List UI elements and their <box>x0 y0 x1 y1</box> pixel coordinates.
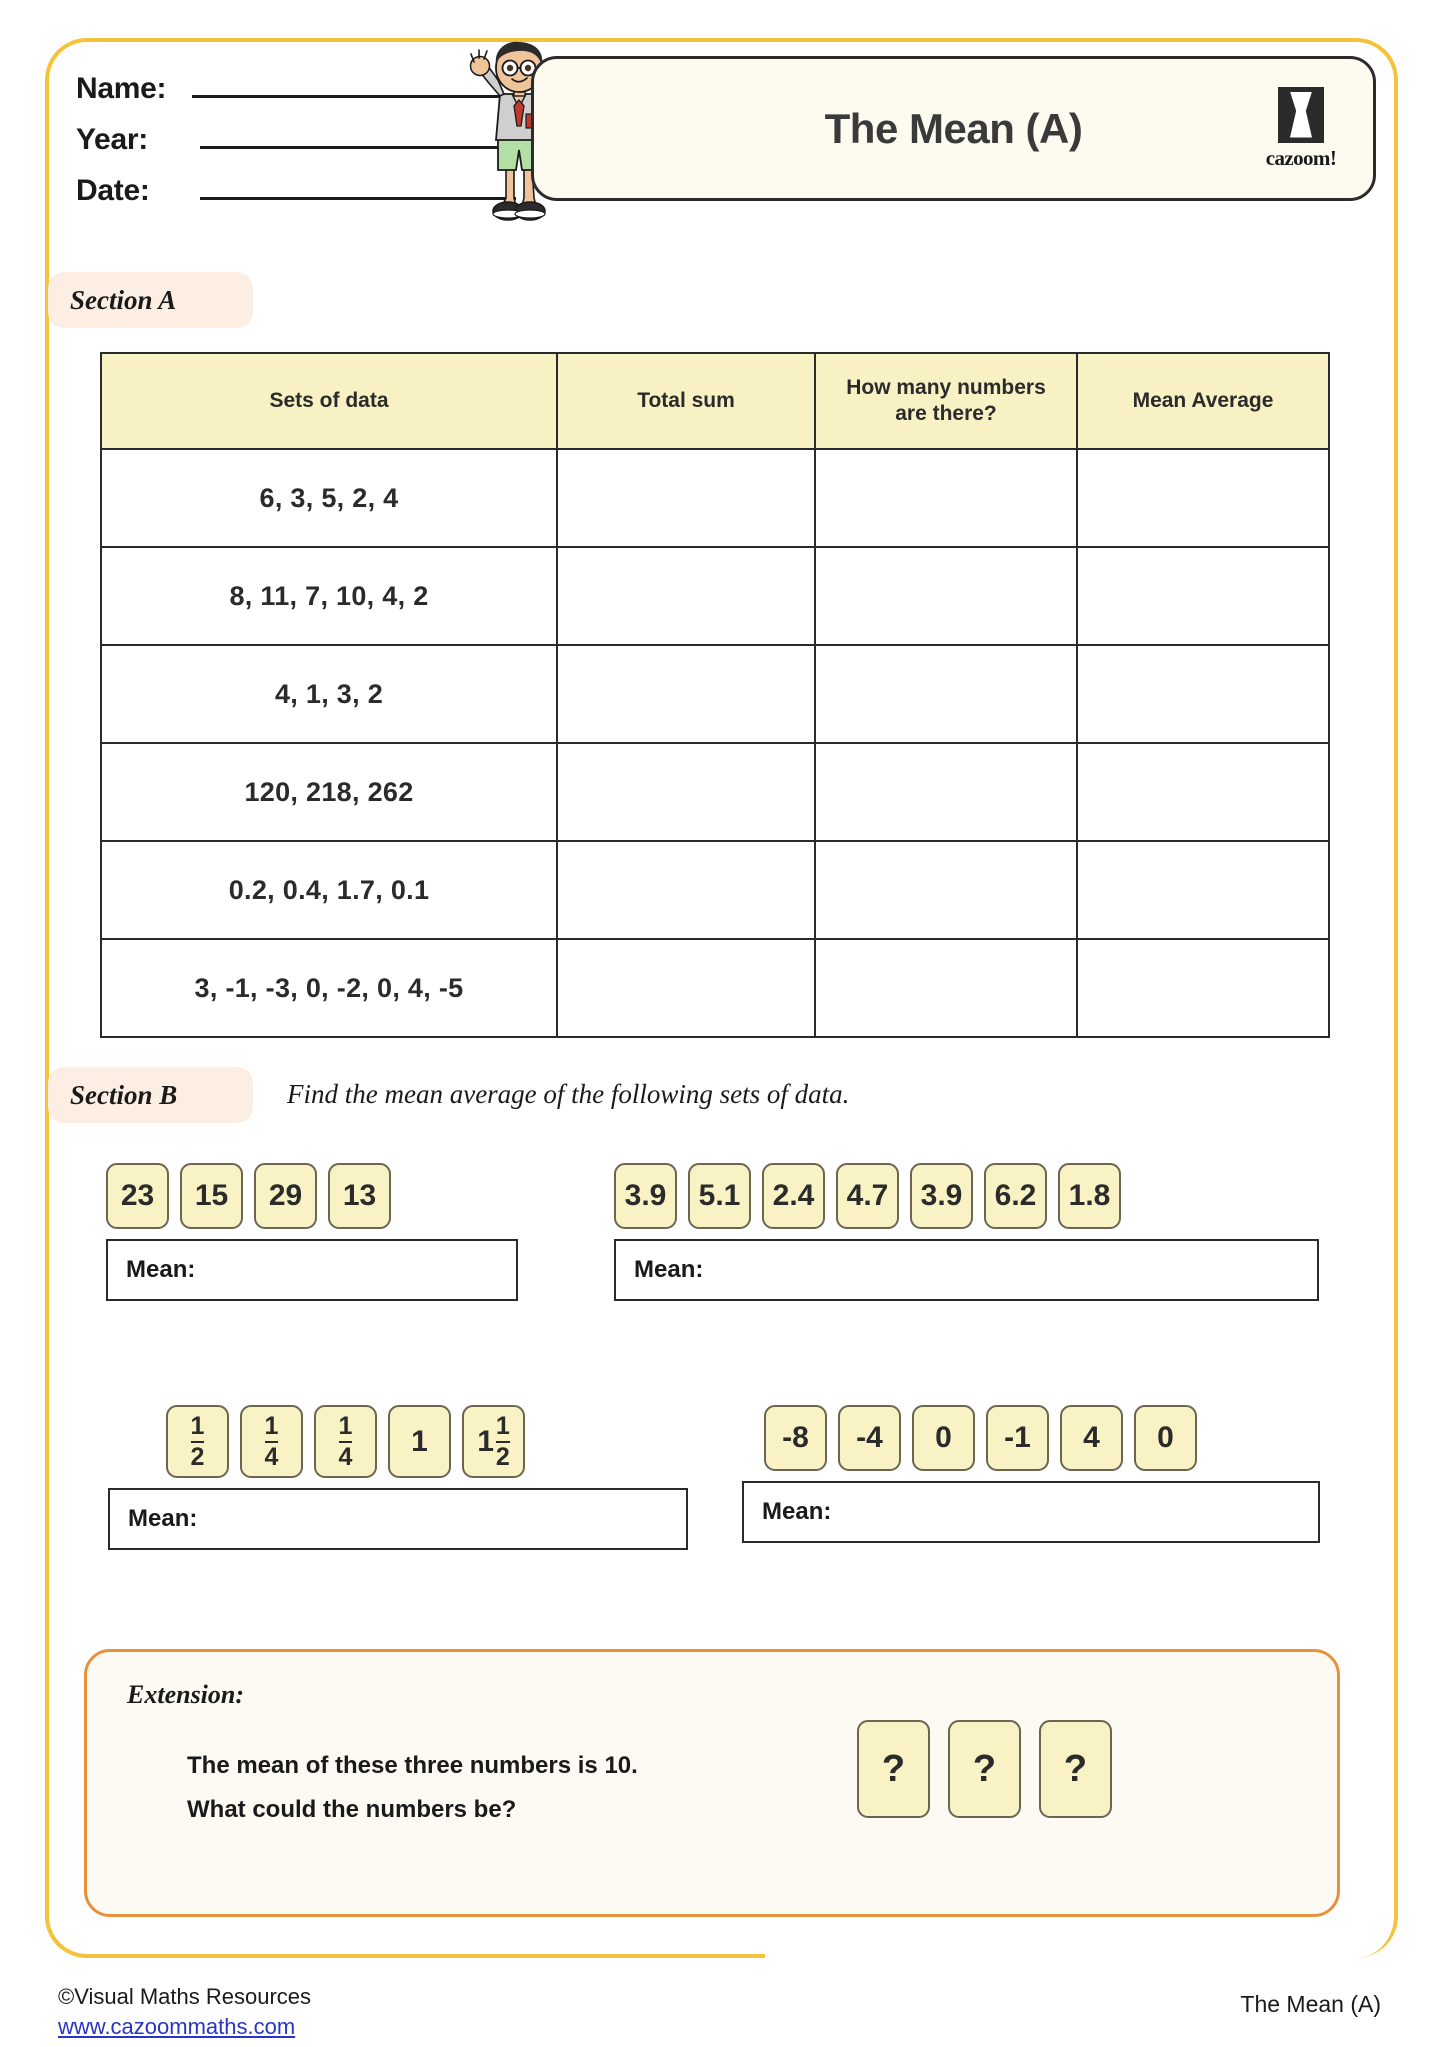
table-row <box>101 841 1329 939</box>
section-b-instruction: Find the mean average of the following sets of data. <box>287 1079 850 1109</box>
number-tile: 3.9 <box>910 1163 973 1229</box>
number-tiles-q2 <box>614 1163 1319 1229</box>
table-row <box>101 449 1329 547</box>
cell-mean-average-input[interactable] <box>1077 743 1329 841</box>
number-tile <box>166 1405 229 1478</box>
page-title: The Mean (A) <box>824 104 1083 152</box>
mean-answer-box-q4[interactable] <box>742 1481 1320 1543</box>
column-header-how-many-numbers <box>815 353 1077 449</box>
fraction-numerator: 1 <box>264 1411 279 1440</box>
number-tile: -8 <box>764 1405 827 1471</box>
fraction-denominator: 4 <box>338 1442 353 1471</box>
fraction-numerator: 1 <box>338 1411 353 1440</box>
logo-wordmark: cazoom! <box>1265 145 1337 170</box>
date-field-row <box>76 174 516 208</box>
mean-answer-box-q2[interactable] <box>614 1239 1319 1301</box>
worksheet-title-card <box>531 56 1376 201</box>
fraction <box>338 1411 353 1471</box>
column-header-total-sum: Total sum <box>557 353 815 449</box>
name-field-row <box>76 72 516 106</box>
fraction-denominator: 2 <box>190 1442 205 1471</box>
cell-set-of-data: 8, 11, 7, 10, 4, 2 <box>101 547 557 645</box>
cell-set-of-data: 4, 1, 3, 2 <box>101 645 557 743</box>
cell-how-many-input[interactable] <box>815 939 1077 1037</box>
cell-mean-average-input[interactable] <box>1077 939 1329 1037</box>
column-header-sets-of-data: Sets of data <box>101 353 557 449</box>
section-a-badge: Section A <box>48 272 253 328</box>
number-tile: 4.7 <box>836 1163 899 1229</box>
cell-mean-average-input[interactable] <box>1077 841 1329 939</box>
question-group-2 <box>614 1163 1319 1301</box>
year-label: Year: <box>76 123 148 156</box>
footer-left <box>58 1982 311 2041</box>
mean-label-q2: Mean: <box>634 1256 704 1283</box>
mean-label-q1: Mean: <box>126 1256 196 1283</box>
question-mark-tile: ? <box>857 1720 930 1818</box>
number-tile: 13 <box>328 1163 391 1229</box>
table-header-row <box>101 353 1329 449</box>
name-label: Name: <box>76 72 167 105</box>
question-mark-tile: ? <box>948 1720 1021 1818</box>
hourglass-icon <box>1278 87 1324 143</box>
cell-total-sum-input[interactable] <box>557 645 815 743</box>
mean-label-q4: Mean: <box>762 1498 832 1525</box>
number-tiles-q3 <box>166 1405 688 1478</box>
footer-worksheet-name: The Mean (A) <box>1240 1991 1381 2017</box>
fraction <box>190 1411 205 1471</box>
cell-set-of-data: 6, 3, 5, 2, 4 <box>101 449 557 547</box>
mixed-number <box>477 1411 510 1471</box>
cell-set-of-data: 0.2, 0.4, 1.7, 0.1 <box>101 841 557 939</box>
website-link[interactable]: www.cazoommaths.com <box>58 2013 296 2039</box>
number-tiles-q1 <box>106 1163 518 1229</box>
cell-mean-average-input[interactable] <box>1077 547 1329 645</box>
table-row <box>101 645 1329 743</box>
worksheet-header <box>76 72 1376 262</box>
copyright-text: ©Visual Maths Resources <box>58 1984 312 2009</box>
cell-how-many-input[interactable] <box>815 743 1077 841</box>
mean-answer-box-q3[interactable] <box>108 1488 688 1550</box>
extension-answer-tiles <box>857 1720 1112 1818</box>
mean-label-q3: Mean: <box>128 1505 198 1532</box>
number-tile: 1.8 <box>1058 1163 1121 1229</box>
cell-how-many-input[interactable] <box>815 449 1077 547</box>
number-tile: 2.4 <box>762 1163 825 1229</box>
cell-total-sum-input[interactable] <box>557 547 815 645</box>
cell-mean-average-input[interactable] <box>1077 449 1329 547</box>
student-info-fields <box>76 72 516 225</box>
number-tile: 5.1 <box>688 1163 751 1229</box>
question-group-4 <box>742 1405 1320 1543</box>
section-a-table <box>100 352 1330 1038</box>
table-row <box>101 939 1329 1037</box>
cell-total-sum-input[interactable] <box>557 743 815 841</box>
cell-how-many-input[interactable] <box>815 547 1077 645</box>
cell-mean-average-input[interactable] <box>1077 645 1329 743</box>
cell-set-of-data: 120, 218, 262 <box>101 743 557 841</box>
how-many-line-2: are there? <box>895 402 997 425</box>
number-tile: 1 <box>388 1405 451 1478</box>
extension-title: Extension: <box>127 1680 245 1709</box>
fraction <box>264 1411 279 1471</box>
table-row <box>101 547 1329 645</box>
extension-box <box>84 1649 1340 1917</box>
number-tile: 15 <box>180 1163 243 1229</box>
extension-line-1: The mean of these three numbers is 10. <box>187 1752 638 1779</box>
question-group-1 <box>106 1163 518 1301</box>
year-field-row <box>76 123 516 157</box>
number-tile: -1 <box>986 1405 1049 1471</box>
extension-question <box>187 1744 638 1833</box>
number-tile <box>462 1405 525 1478</box>
fraction-denominator: 2 <box>495 1442 510 1471</box>
cell-total-sum-input[interactable] <box>557 449 815 547</box>
fraction-numerator: 1 <box>190 1411 205 1440</box>
extension-line-2: What could the numbers be? <box>187 1796 517 1824</box>
cell-how-many-input[interactable] <box>815 841 1077 939</box>
number-tile: 0 <box>1134 1405 1197 1471</box>
fraction <box>495 1411 510 1471</box>
number-tile: 3.9 <box>614 1163 677 1229</box>
number-tiles-q4 <box>764 1405 1320 1471</box>
fraction-numerator: 1 <box>495 1411 510 1440</box>
mixed-whole: 1 <box>477 1424 494 1458</box>
mean-answer-box-q1[interactable] <box>106 1239 518 1301</box>
number-tile: 23 <box>106 1163 169 1229</box>
cell-total-sum-input[interactable] <box>557 841 815 939</box>
number-tile: 0 <box>912 1405 975 1471</box>
column-header-mean-average: Mean Average <box>1077 353 1329 449</box>
date-label: Date: <box>76 174 150 207</box>
cell-total-sum-input[interactable] <box>557 939 815 1037</box>
number-tile: 29 <box>254 1163 317 1229</box>
cell-how-many-input[interactable] <box>815 645 1077 743</box>
how-many-line-1: How many numbers <box>846 376 1046 400</box>
question-group-3 <box>108 1405 688 1550</box>
number-tile <box>314 1405 377 1478</box>
table-row <box>101 743 1329 841</box>
cell-set-of-data: 3, -1, -3, 0, -2, 0, 4, -5 <box>101 939 557 1037</box>
section-b-badge: Section B <box>48 1067 253 1123</box>
number-tile: 4 <box>1060 1405 1123 1471</box>
number-tile: -4 <box>838 1405 901 1471</box>
number-tile: 6.2 <box>984 1163 1047 1229</box>
question-mark-tile: ? <box>1039 1720 1112 1818</box>
cazoom-logo <box>1265 87 1337 171</box>
fraction-denominator: 4 <box>264 1442 279 1471</box>
number-tile <box>240 1405 303 1478</box>
